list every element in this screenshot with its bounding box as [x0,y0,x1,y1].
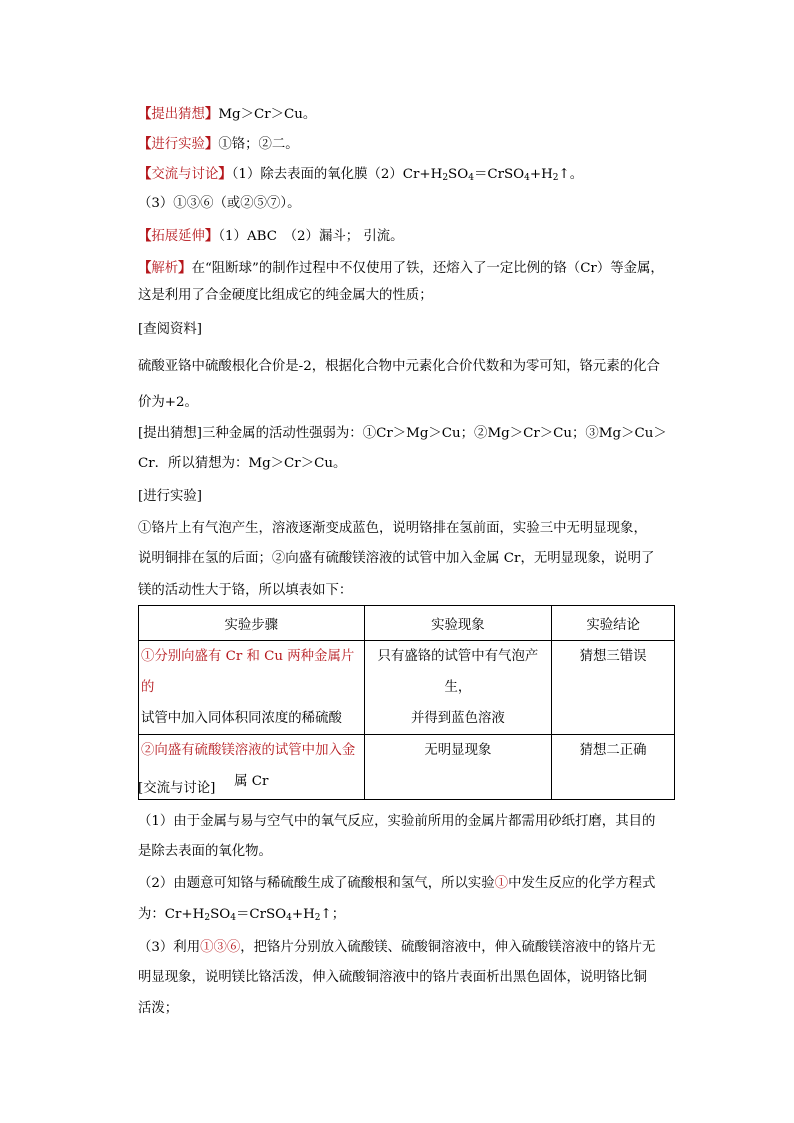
tag-extension: 拓展延伸 [151,229,205,244]
discussion-heading: [交流与讨论] [138,781,216,796]
discussion-p3-line-2: 明显现象，说明镁比铬活泼，伸入硫酸铜溶液中的铬片表面析出黑色固体，说明铬比铜 [138,970,647,985]
discussion-p1-line-2: 是除去表面的氧化物。 [138,844,272,859]
table-row [139,641,675,735]
table-header: 实验现象 [364,606,552,641]
answer-guess: 【提出猜想】Mg＞Cr＞Cu。 [138,106,317,122]
tag-discussion: 交流与讨论 [151,167,219,182]
discussion-p3-line-1: （3）利用①③⑥，把铬片分别放入硫酸镁、硫酸铜溶液中，伸入硫酸镁溶液中的铬片无 [138,940,656,955]
answer-extension: 【拓展延伸】（1）ABC （2）漏斗； 引流。 [138,228,404,244]
experiment-heading: [进行实验] [138,489,203,504]
table-cell-conclusion: 猜想三错误 [552,641,675,735]
lookup-line-1: 硫酸亚铬中硫酸根化合价是-2，根据化合物中元素化合价代数和为零可知，铬元素的化合 [138,359,660,374]
table-header: 实验结论 [552,606,675,641]
analysis-line-2: 这是利用了合金硬度比组成它的纯金属大的性质； [138,288,433,303]
experiment-line-2: 说明铜排在氢的后面；②向盛有硫酸镁溶液的试管中加入金属 Cr，无明显现象，说明了 [138,551,655,566]
experiment-line-3: 镁的活动性大于铬，所以填表如下： [138,583,353,598]
table-cell-conclusion: 猜想二正确 [552,735,675,800]
table-row [139,735,675,800]
table-cell-phenomenon: 无明显现象 [364,735,552,800]
tag-guess: 提出猜想 [151,107,205,122]
guess-line-2: Cr．所以猜想为：Mg＞Cr＞Cu。 [138,456,347,471]
experiment-table [138,605,675,800]
tag-analysis: 解析 [151,261,179,276]
discussion-p1-line-1: （1）由于金属与易与空气中的氧气反应，实验前所用的金属片都需用砂纸打磨，其目的 [138,814,656,829]
answer-experiment: 【进行实验】①铬；②二。 [138,136,299,152]
guess-line-1: [提出猜想]三种金属的活动性强弱为：①Cr＞Mg＞Cu；②Mg＞Cr＞Cu；③Mg＞Cu＞ [138,426,667,441]
table-cell-step: ①分别向盛有 Cr 和 Cu 两种金属片的 试管中加入同体积同浓度的稀硫酸 [139,641,365,735]
tag-experiment: 进行实验 [151,137,205,152]
discussion-p2-line-2: 为：$Cr+H_2SO_4=CrSO_4+H_2↑$； [138,907,346,923]
answer-discussion-3: （3）①③⑥（或②⑤⑦）。 [138,196,301,211]
table-cell-phenomenon: 只有盛铬的试管中有气泡产生， 并得到蓝色溶液 [364,641,552,735]
table-header-row [139,606,675,641]
discussion-p3-line-3: 活泼； [138,1001,179,1016]
lookup-heading: [查阅资料] [138,322,203,337]
lookup-line-2: 价为+2。 [138,395,198,410]
analysis-line-1: 【解析】在“阻断球”的制作过程中不仅使用了铁，还熔入了一定比例的铬（Cr）等金属， [138,260,664,276]
discussion-p2-line-1: （2）由题意可知铬与稀硫酸生成了硫酸根和氢气，所以实验①中发生反应的化学方程式 [138,876,656,891]
answer-discussion: 【交流与讨论】（1）除去表面的氧化膜$(2)Cr+H_2SO_4=CrSO_4+H_2↑$。 [138,166,584,183]
table-header: 实验步骤 [139,606,365,641]
experiment-line-1: ①铬片上有气泡产生，溶液逐渐变成蓝色，说明铬排在氢前面，实验三中无明显现象， [138,521,647,536]
table-cell-step: ②向盛有硫酸镁溶液的试管中加入金 属 Cr [139,735,365,800]
